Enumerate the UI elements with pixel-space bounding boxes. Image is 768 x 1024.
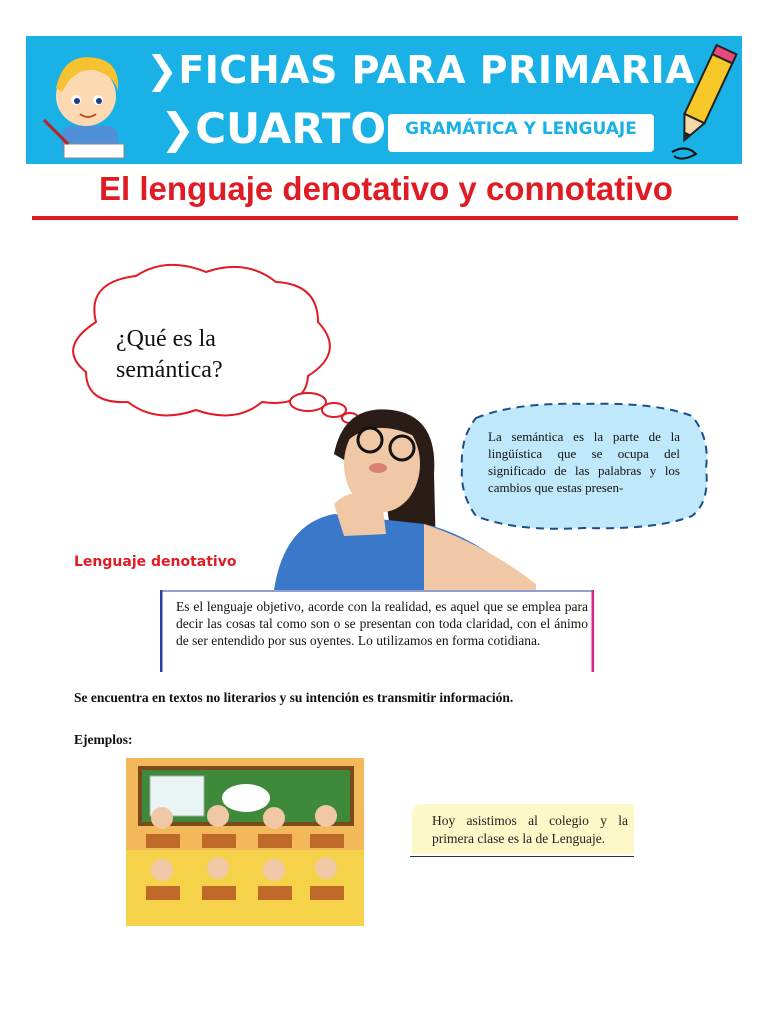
classroom-illustration [126, 758, 364, 926]
banner-grade: ❯CUARTO [160, 104, 387, 153]
banner-title: ❯FICHAS PARA PRIMARIA [146, 48, 696, 92]
semantics-definition: La semántica es la parte de la lingüística que se ocupa del significado de las palabras y los cambios que estas presen- [488, 429, 680, 495]
denotative-purpose: Se encuentra en textos no literarios y su intención es transmitir información. [74, 690, 514, 705]
boy-writing-illustration [34, 40, 146, 162]
thought-question: ¿Qué es la semántica? [116, 326, 223, 383]
example-sentence: Hoy asistimos al colegio y la primera clase es la de Lenguaje. [432, 813, 628, 846]
section-heading: Lenguaje denotativo [74, 554, 237, 570]
examples-label: Ejemplos: [74, 732, 133, 747]
denotative-definition: Es el lenguaje objetivo, acorde con la realidad, es aquel que se emplea para decir las cosas tal como son o se presentan con toda claridad, con el ánimo de ser entendido por sus oyentes. Lo utilizamos en forma cotidiana. [176, 599, 588, 648]
example-underline [410, 856, 634, 857]
title-underline [32, 216, 738, 220]
page-title: El lenguaje denotativo y connotativo [99, 170, 673, 207]
subject-label: GRAMÁTICA Y LENGUAJE [405, 119, 637, 139]
